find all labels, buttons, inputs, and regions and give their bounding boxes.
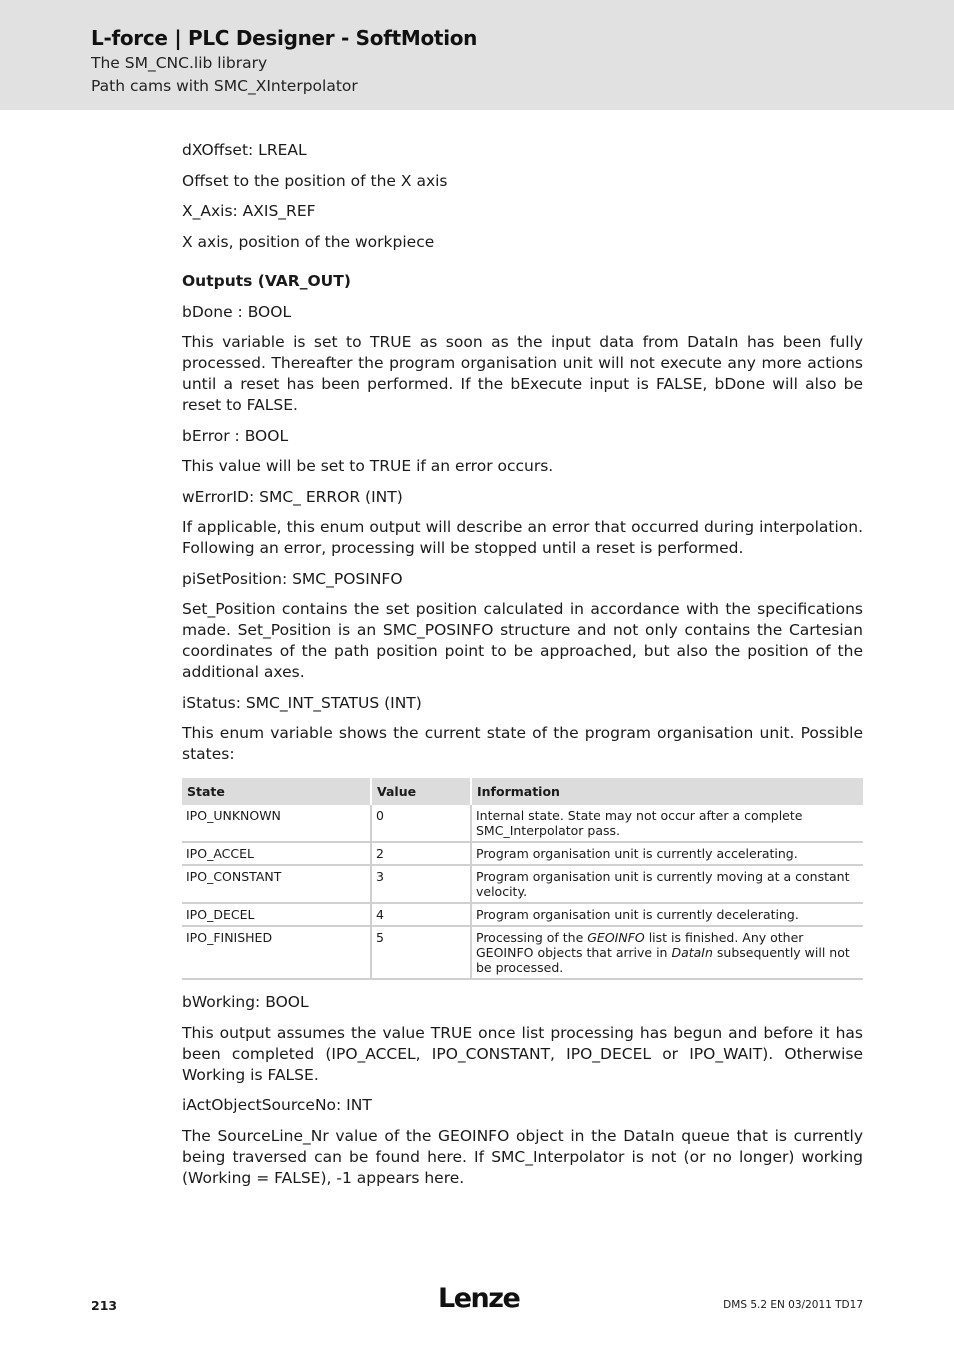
output-bdone-desc: This variable is set to TRUE as soon as the input data from DataIn has been fully processed. Thereafter the program organisation unit will not execute any more actions until a reset has been performed. If the bExecute input is FALSE, bDone will also be reset to FALSE. [182, 333, 863, 414]
info-geoinfo-emph: GEOINFO [587, 930, 645, 945]
output-pisetposition-desc: Set_Position contains the set position calculated in accordance with the specifications made. Set_Position is an SMC_POSINFO structure and not only contains the Cartesian coordinates of the path position point to be approached, but also the position of the additional axes. [182, 600, 863, 681]
table-row [182, 926, 863, 979]
status-table [182, 778, 863, 980]
outputs-heading: Outputs (VAR_OUT) [182, 271, 351, 290]
chapter-title: The SM_CNC.lib library [91, 54, 268, 72]
info-datain-emph: DataIn [671, 945, 713, 960]
cell-info [471, 926, 863, 979]
output-istatus: iStatus: SMC_INT_STATUS (INT) [182, 693, 422, 712]
cell-state: IPO_DECEL [182, 903, 371, 926]
output-iactobjectsourceno-desc: The SourceLine_Nr value of the GEOINFO object in the DataIn queue that is currently being traversed can be found here. If SMC_Interpolator is not (or no longer) working (Working = FALSE), -1 appears here. [182, 1126, 863, 1187]
param-x-axis: X_Axis: AXIS_REF [182, 202, 316, 220]
table-row [182, 865, 863, 903]
cell-info: Internal state. State may not occur after a complete SMC_Interpolator pass. [471, 805, 863, 842]
page-body [182, 140, 863, 1198]
document-title: L-force | PLC Designer - SoftMotion [91, 26, 478, 50]
output-bworking-desc: This output assumes the value TRUE once list processing has begun and before it has been completed (IPO_ACCEL, IPO_CONSTANT, IPO_DECEL or IPO_WAIT). Otherwise Working is FALSE. [182, 1023, 863, 1084]
cell-info: Program organisation unit is currently accelerating. [471, 842, 863, 865]
output-bdone: bDone : BOOL [182, 302, 292, 321]
cell-info: Program organisation unit is currently moving at a constant velocity. [471, 865, 863, 903]
output-iactobjectsourceno: iActObjectSourceNo: INT [182, 1096, 372, 1114]
info-text: subsequently will not be processed. [476, 945, 850, 975]
info-text: list is finished. Any other GEOINFO objects that arrive in [476, 930, 804, 960]
output-werrorid-desc: If applicable, this enum output will describe an error that occurred during interpolation. Following an error, processing will be stopped until a reset is performed. [182, 518, 863, 557]
output-berror-desc: This value will be set to TRUE if an error occurs. [182, 457, 554, 475]
col-header-state: State [182, 778, 371, 805]
output-werrorid: wErrorID: SMC_ ERROR (INT) [182, 487, 403, 506]
cell-value: 2 [371, 842, 471, 865]
cell-value: 4 [371, 903, 471, 926]
document-id: DMS 5.2 EN 03/2011 TD17 [723, 1299, 863, 1311]
output-bworking: bWorking: BOOL [182, 993, 309, 1011]
info-text: Processing of the [476, 930, 588, 945]
param-x-axis-desc: X axis, position of the workpiece [182, 232, 435, 251]
col-header-value: Value [371, 778, 471, 805]
param-dxoffset: dXOffset: LREAL [182, 141, 307, 159]
cell-info: Program organisation unit is currently decelerating. [471, 903, 863, 926]
cell-value: 5 [371, 926, 471, 979]
table-header-row [182, 778, 863, 805]
lenze-logo: Lenze [438, 1283, 520, 1314]
section-title: Path cams with SMC_XInterpolator [91, 77, 358, 95]
output-berror: bError : BOOL [182, 426, 289, 445]
table-row [182, 842, 863, 865]
cell-value: 3 [371, 865, 471, 903]
cell-state: IPO_UNKNOWN [182, 805, 371, 842]
cell-state: IPO_FINISHED [182, 926, 371, 979]
table-row [182, 805, 863, 842]
col-header-information: Information [471, 778, 863, 805]
table-row [182, 903, 863, 926]
page-number: 213 [91, 1298, 118, 1313]
page-header [0, 0, 954, 110]
cell-state: IPO_ACCEL [182, 842, 371, 865]
param-dxoffset-desc: Offset to the position of the X axis [182, 171, 448, 190]
output-pisetposition: piSetPosition: SMC_POSINFO [182, 569, 403, 588]
cell-state: IPO_CONSTANT [182, 865, 371, 903]
output-istatus-desc: This enum variable shows the current state of the program organisation unit. Possible states: [182, 724, 863, 763]
cell-value: 0 [371, 805, 471, 842]
